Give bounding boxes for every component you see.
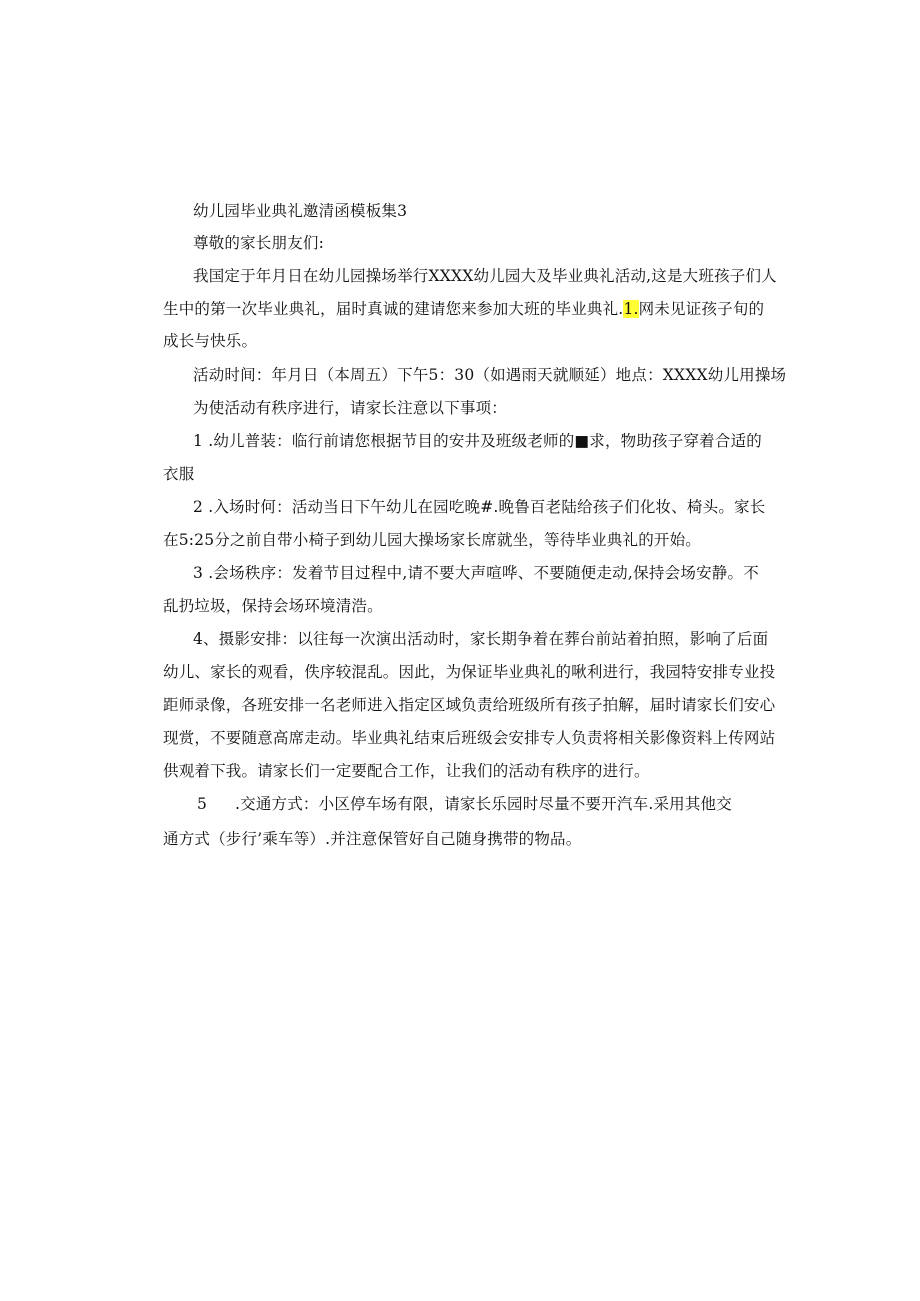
document-title: 幼儿园毕业典礼邀清函模板集3 (193, 202, 408, 220)
item-4-line-5: 供观着下我。请家长们一定要配合工作，让我们的活动有秩序的进行。 (163, 762, 650, 780)
item-4-line-2: 幼儿、家长的观看，佚序较混乱。因此，为保证毕业典礼的啾利进行，我园特安排专业投 (163, 663, 776, 681)
item-3-line-2: 乱扔垃圾，保持会场环境清浩。 (163, 597, 383, 615)
intro-line-1: 我国定于年月日在幼儿园操场举行XXXX幼儿园大及毕业典礼活动,这是大班孩子们人 (193, 267, 777, 285)
item-4-line-4: 现赏，不要随意高席走动。毕业典礼结束后班级会安排专人负责将相关影像资料上传网站 (163, 729, 776, 747)
item-4-line-3: 距师录像，各班安排一名老师进入指定区域负责给班级所有孩子拍解，届时请家长们安心 (163, 696, 776, 714)
intro-line-2 (163, 299, 765, 319)
salutation: 尊敬的家长朋友们: (193, 234, 325, 252)
notice-intro: 为使活动有秩序进行，请家长注意以下事项： (193, 399, 508, 417)
intro-line-2-text: 生中的第一次毕业典礼，届时真诚的建请您来参加大班的毕业典礼. (163, 300, 624, 318)
item-4-line-1: 4、摄影安排：以往每一次演出活动时，家长期争着在葬台前站着拍照，影响了后面 (193, 630, 769, 648)
intro-line-2-tail: 网未见证孩子旬的 (638, 300, 765, 318)
item-2-line-2: 在5:25分之前自带小椅子到幼儿园大操场家长席就坐，等待毕业典礼的开始。 (163, 531, 702, 549)
item-2-line-1: 2 .入场时何：活动当日下午幼儿在园吃晚#.晚鲁百老陆给孩子们化妆、椅头。家长 (193, 498, 766, 516)
item-1-line-2: 衣服 (163, 465, 195, 483)
highlighted-marker: 1. (623, 300, 639, 318)
item-5-number: 5 (197, 795, 208, 813)
time-place-line: 活动时间：年月日（本周五）下午5：30（如遇雨天就顺延）地点：XXXX幼儿用操场 (193, 366, 787, 384)
item-3-line-1: 3 .会场秩序：发着节目过程中,请不要大声喧哗、不要随便走动,保持会场安静。不 (193, 564, 759, 582)
item-5-line-1: .交通方式：小区停车场有限，请家长乐园时尽量不要开汽车.采用其他交 (235, 795, 732, 813)
intro-line-3: 成长与快乐。 (163, 332, 258, 350)
item-5-line-2: 通方式（步行’乘车等）.并注意保管好自己随身携带的物品。 (163, 830, 582, 848)
item-1-line-1: 1 .幼儿普装：临行前请您根据节目的安井及班级老师的■求，物助孩子穿着合适的 (193, 432, 762, 450)
